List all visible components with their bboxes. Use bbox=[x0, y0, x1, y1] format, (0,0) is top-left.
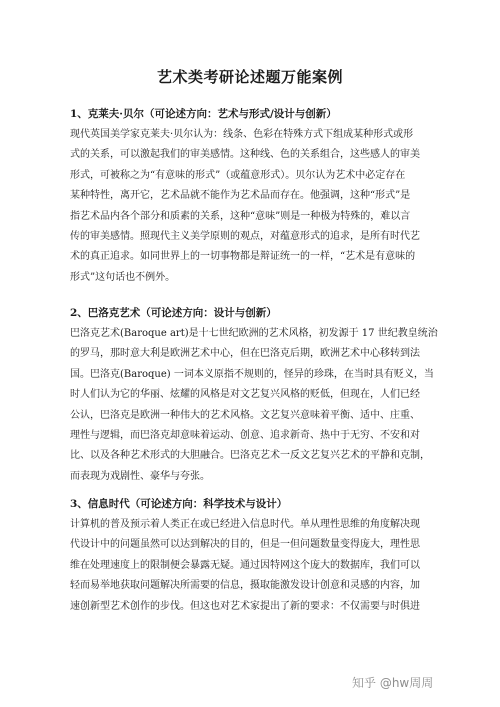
section-2-line: 而表现为戏剧性、豪华与夸张。 bbox=[70, 470, 210, 482]
section-2 bbox=[70, 305, 442, 487]
section-1-line: 形式”这句话也不例外。 bbox=[70, 271, 176, 283]
section-2-line: 的罗马，那时意大利是欧洲艺术中心，但在巴洛克后期，欧洲艺术中心移转到法 bbox=[70, 348, 420, 360]
section-3-heading: 3、信息时代（可论述方向：科学技术与设计） bbox=[70, 498, 288, 510]
section-2-line: 巴洛克艺术(Baroque art)是十七世纪欧洲的艺术风格，初发源于 17 世纪教皇统治 bbox=[70, 328, 438, 339]
section-3-line: 代设计中的问题虽然可以达到解决的目的，但是一但问题数量变得庞大，理性思 bbox=[70, 539, 420, 551]
section-2-line: 公认，巴洛克是欧洲一种伟大的艺术风格。文艺复兴意味着平衡、适中、庄重、 bbox=[70, 409, 420, 421]
section-1-line: 传的审美感情。照现代主义美学原则的观点，对蕴意形式的追求，是所有时代艺 bbox=[70, 230, 420, 242]
section-1-line: 式的关系，可以激起我们的审美感情。这种线、色的关系组合，这些感人的审美 bbox=[70, 149, 420, 161]
section-3-line: 轻而易举地获取问题解决所需要的信息，摄取能激发设计创意和灵感的内容，加 bbox=[70, 580, 420, 592]
section-1-line: 指艺术品内各个部分和质素的关系，这种“意味”则是一种极为特殊的，难以言 bbox=[70, 210, 411, 222]
section-2-line: 时人们认为它的华丽、炫耀的风格是对文艺复兴风格的贬低，但现在，人们已经 bbox=[70, 389, 420, 401]
section-2-line: 国。巴洛克(Baroque) 一词本义原指不规则的，怪异的珍珠，在当时具有贬义，当 bbox=[70, 368, 434, 380]
section-3 bbox=[70, 496, 442, 617]
section-2-line: 理性与逻辑，而巴洛克却意味着运动、创意、追求新奇、热中于无穷、不安和对 bbox=[70, 429, 420, 441]
document-title: 艺术类考研论述题万能案例 bbox=[156, 68, 343, 86]
section-1-line: 形式，可被称之为“有意味的形式”（或蕴意形式）。贝尔认为艺术中必定存在 bbox=[70, 169, 406, 181]
zhihu-watermark: 知乎 @hw周周 bbox=[352, 676, 434, 690]
section-1-line: 某种特性，离开它，艺术品就不能作为艺术品而存在。他强调，这种“形式”是 bbox=[70, 190, 411, 202]
section-1-heading: 1、克莱夫·贝尔（可论述方向：艺术与形式/设计与创新） bbox=[70, 108, 337, 120]
section-3-line: 速创新型艺术创作的步伐。但这也对艺术家提出了新的要求：不仅需要与时俱进 bbox=[70, 600, 420, 612]
section-3-line: 计算机的普及预示着人类正在或已经进入信息时代。单从理性思维的角度解决现 bbox=[70, 519, 420, 530]
section-2-line: 比、以及各种艺术形式的大胆融合。巴洛克艺术一反文艺复兴艺术的平静和克制， bbox=[70, 450, 430, 462]
section-3-line: 维在处理速度上的限制便会暴露无疑。通过因特网这个庞大的数据库，我们可以 bbox=[70, 559, 420, 571]
section-2-heading: 2、巴洛克艺术（可论述方向：设计与创新） bbox=[70, 307, 277, 319]
section-1 bbox=[70, 106, 442, 288]
section-1-line: 术的真正追求。如同世界上的一切事物都是辩证统一的一样，“艺术是有意味的 bbox=[70, 251, 416, 263]
section-1-line: 现代英国美学家克莱夫·贝尔认为：线条、色彩在特殊方式下组成某种形式或形 bbox=[70, 129, 414, 140]
